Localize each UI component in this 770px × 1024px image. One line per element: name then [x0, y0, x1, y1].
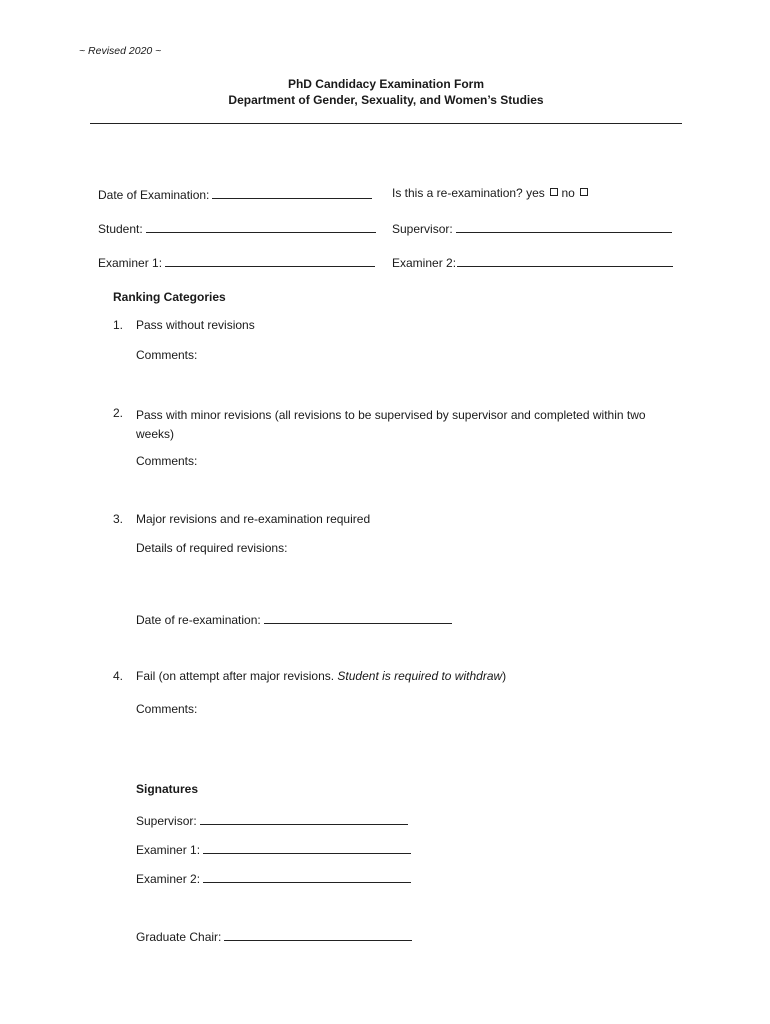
item-1-number: 1. — [113, 318, 124, 332]
item-4-text-italic: Student is required to withdraw — [337, 669, 503, 683]
yes-checkbox[interactable] — [550, 188, 558, 196]
no-checkbox[interactable] — [580, 188, 588, 196]
item-3-number: 3. — [113, 512, 124, 526]
date-of-examination-field — [98, 186, 372, 202]
examiner2-line[interactable] — [457, 254, 673, 267]
item-2-number: 2. — [113, 406, 124, 420]
item-3-text: Major revisions and re-examination required — [136, 512, 371, 526]
examiner1-line[interactable] — [165, 254, 375, 267]
examiner1-field — [98, 254, 375, 270]
reexamination-label: Is this a re-examination? yes — [392, 186, 545, 200]
item-1-comments-label: Comments: — [136, 348, 198, 362]
item-4-text — [136, 669, 506, 683]
item-4-text-suffix: ) — [502, 669, 507, 683]
sig-graduate-chair-label: Graduate Chair: — [136, 930, 222, 944]
item-2-text: Pass with minor revisions (all revisions to be supervised by supervisor and completed within two weeks) — [136, 408, 646, 441]
student-label: Student: — [98, 222, 143, 236]
student-line[interactable] — [146, 220, 376, 233]
reexam-date-field — [136, 611, 452, 627]
sig-examiner1-line[interactable] — [203, 841, 411, 854]
sig-supervisor-line[interactable] — [200, 812, 408, 825]
revised-note: ~ Revised 2020 ~ — [79, 45, 162, 57]
sig-examiner2-label: Examiner 2: — [136, 872, 201, 886]
sig-graduate-chair-line[interactable] — [224, 928, 412, 941]
sig-examiner1-label: Examiner 1: — [136, 843, 201, 857]
form-title: PhD Candidacy Examination Form — [287, 77, 485, 91]
supervisor-field — [392, 220, 672, 236]
examiner2-label: Examiner 2: — [392, 256, 457, 270]
signatures-heading: Signatures — [136, 782, 199, 796]
date-of-examination-line[interactable] — [212, 186, 372, 199]
sig-examiner2-field — [136, 870, 411, 886]
supervisor-line[interactable] — [456, 220, 672, 233]
no-label: no — [561, 186, 575, 200]
student-field — [98, 220, 376, 236]
examiner1-label: Examiner 1: — [98, 256, 163, 270]
ranking-heading: Ranking Categories — [113, 290, 226, 304]
sig-graduate-chair-field — [136, 928, 412, 944]
item-1-text: Pass without revisions — [136, 318, 255, 332]
item-2-comments-label: Comments: — [136, 454, 198, 468]
sig-supervisor-field — [136, 812, 408, 828]
reexam-date-line[interactable] — [264, 611, 452, 624]
sig-examiner1-field — [136, 841, 411, 857]
item-4-comments-label: Comments: — [136, 702, 198, 716]
item-4-text-prefix: Fail (on attempt after major revisions. — [136, 669, 338, 683]
date-of-examination-label: Date of Examination: — [98, 188, 210, 202]
sig-supervisor-label: Supervisor: — [136, 814, 197, 828]
department-subtitle: Department of Gender, Sexuality, and Women’s Studies — [228, 93, 544, 107]
reexam-date-label: Date of re-examination: — [136, 613, 261, 627]
item-4-number: 4. — [113, 669, 124, 683]
examiner2-field — [392, 254, 673, 270]
header-rule — [90, 123, 682, 124]
item-3-details-label: Details of required revisions: — [136, 541, 288, 555]
reexamination-question — [392, 186, 588, 200]
supervisor-label: Supervisor: — [392, 222, 453, 236]
sig-examiner2-line[interactable] — [203, 870, 411, 883]
